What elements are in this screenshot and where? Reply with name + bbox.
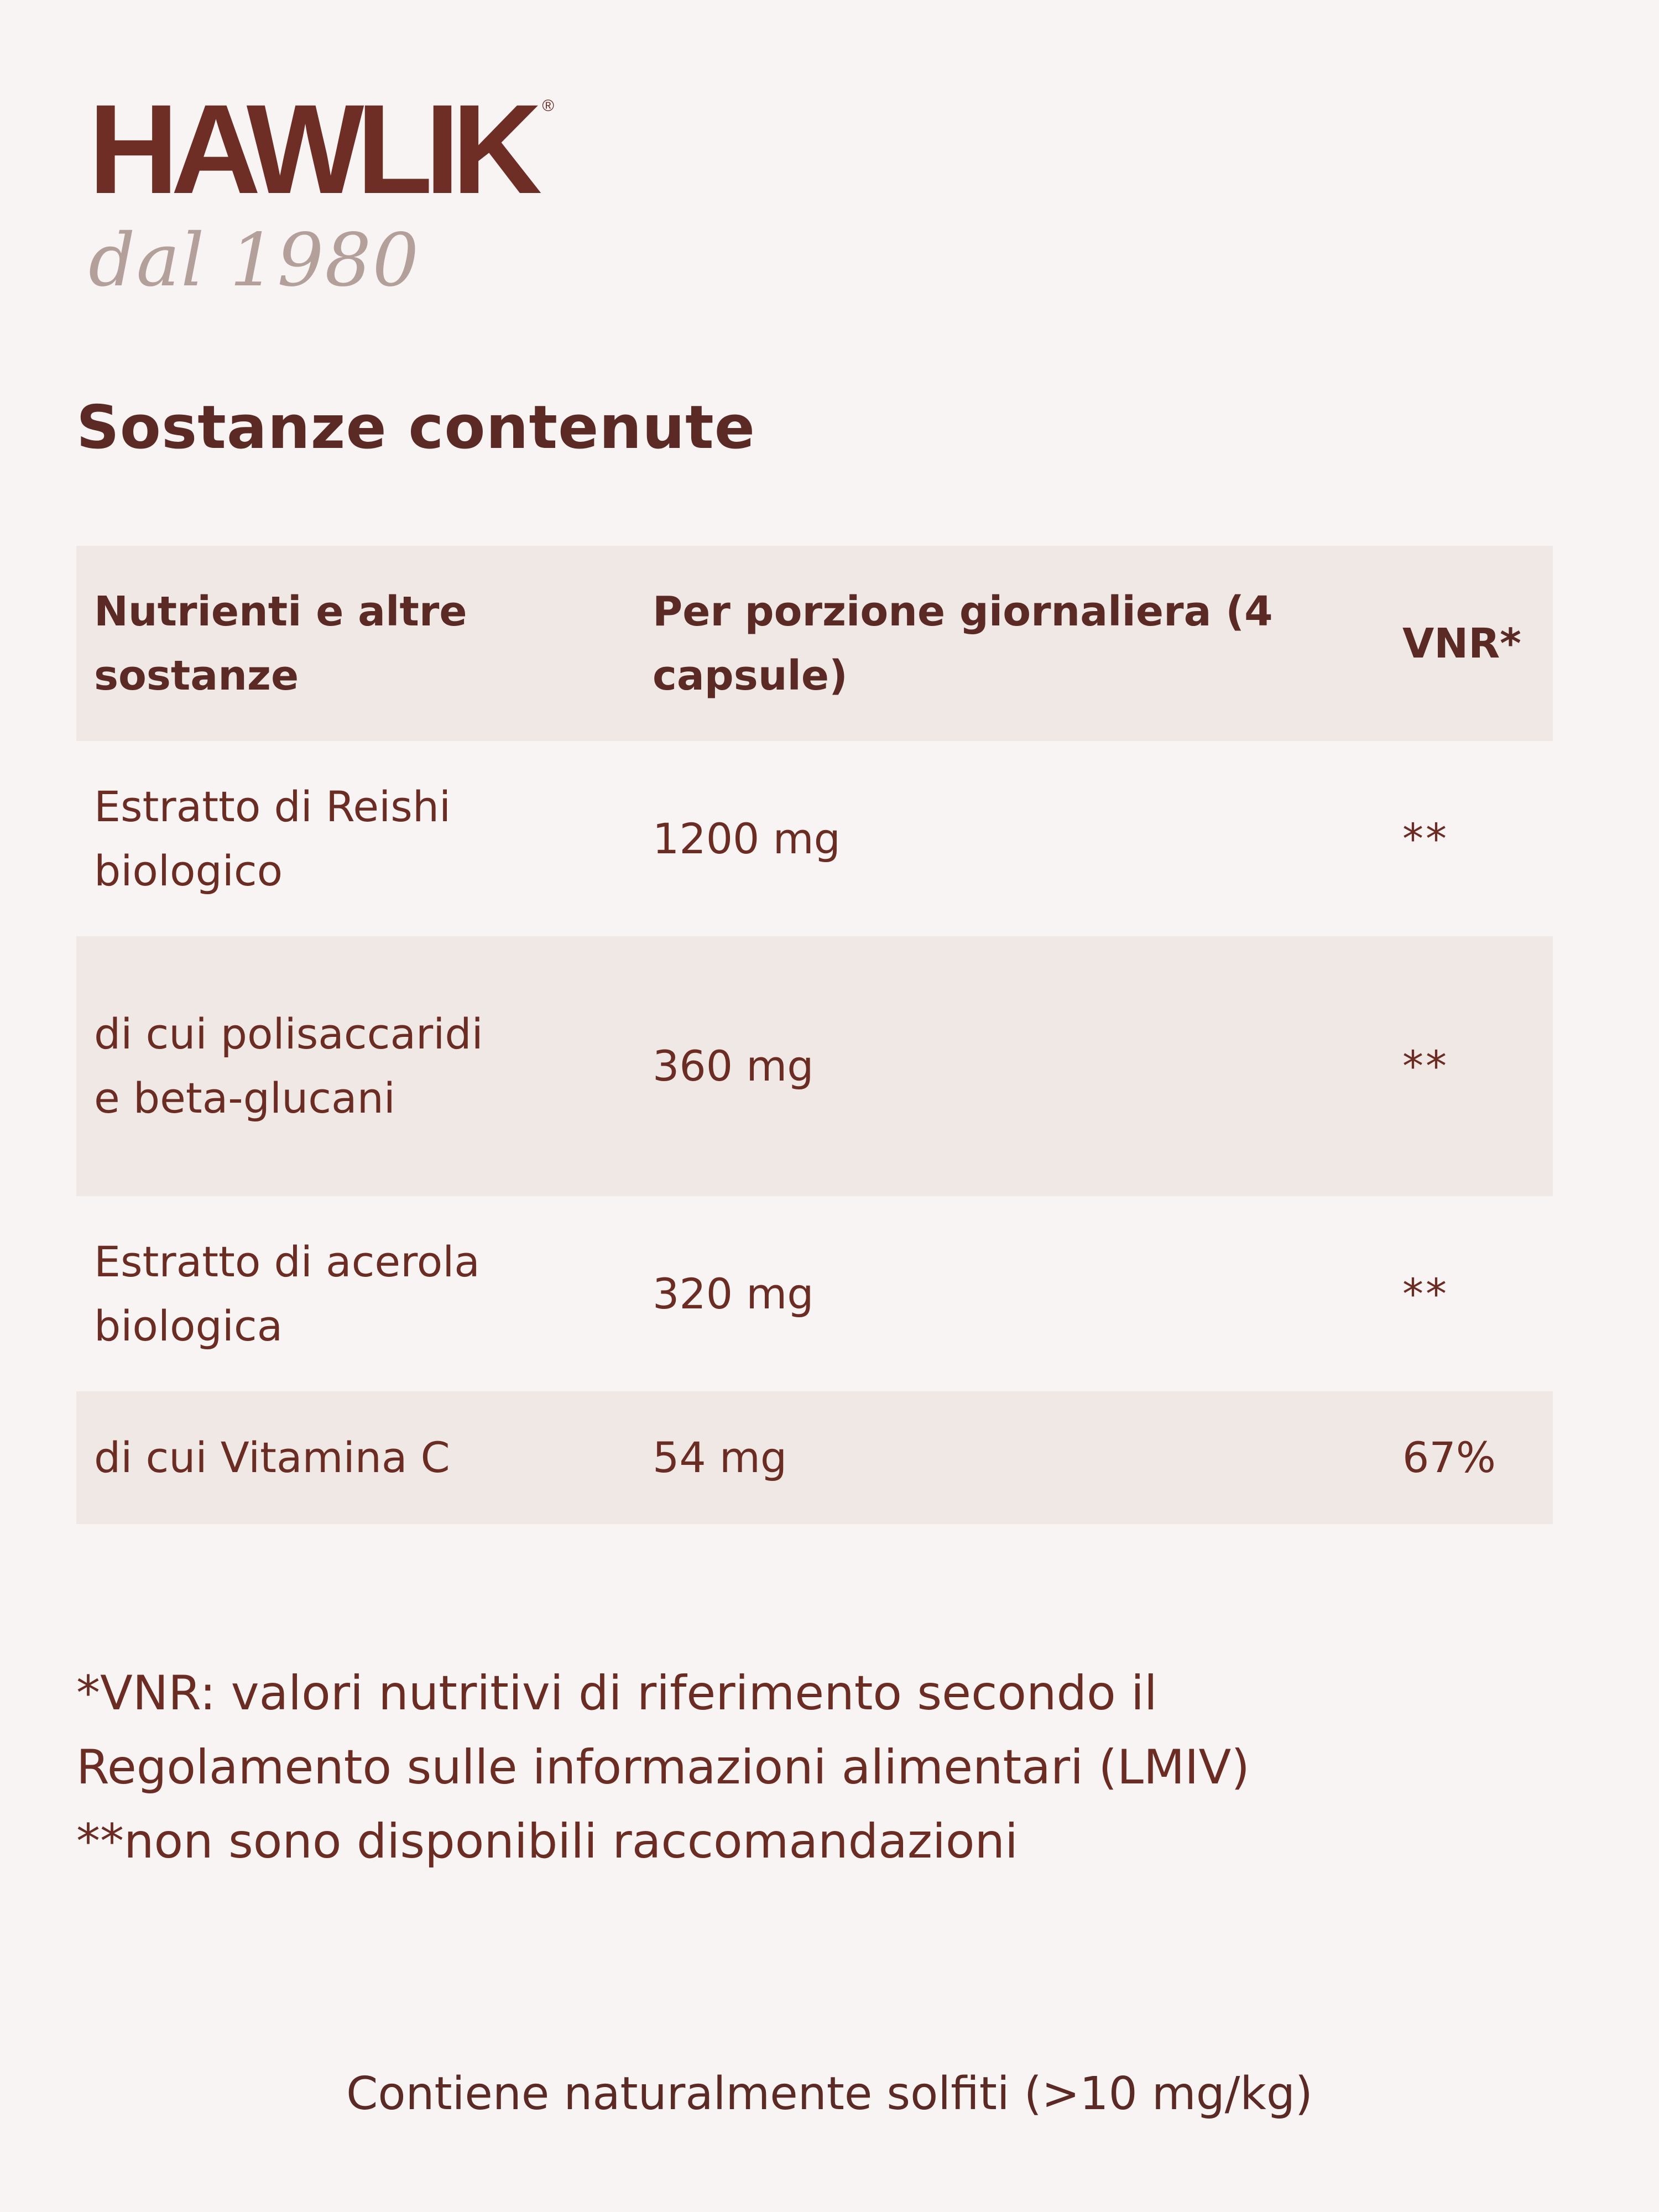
header-per-serving: Per porzione giornaliera (4 capsule) <box>653 587 1273 700</box>
header-nutrient: Nutrienti e altre sostanze <box>94 587 467 700</box>
vnr-footnote: *VNR: valori nutritivi di riferimento secondo il Regolamento sulle informazioni alimentari (LMIV) <box>76 1666 1250 1795</box>
nutrient-name <box>76 1230 653 1358</box>
nutrient-amount: 320 mg <box>653 1269 814 1318</box>
nutrition-table <box>76 546 1553 1524</box>
brand-logo <box>88 78 555 220</box>
table-row <box>76 936 1553 1196</box>
nutrient-vnr: ** <box>1402 1041 1449 1091</box>
sulfites-notice: Contiene naturalmente solfiti (>10 mg/kg) <box>346 2068 1313 2120</box>
registered-mark: ® <box>542 97 555 115</box>
nutrient-name: Estratto di Reishi biologico <box>94 781 451 895</box>
nutrient-amount: 1200 mg <box>653 813 841 863</box>
brand-name: HAWLIK <box>88 78 535 220</box>
section-title: Sostanze contenute <box>76 393 755 462</box>
no-recommendation-footnote: **non sono disponibili raccomandazioni <box>76 1814 1018 1869</box>
header-vnr: VNR* <box>1402 619 1521 667</box>
nutrient-name <box>76 1002 653 1130</box>
table-header-row <box>76 546 1553 741</box>
nutrient-vnr: ** <box>1402 813 1449 863</box>
table-row <box>76 1391 1553 1524</box>
nutrient-name-text: di cui polisaccaridi e beta-glucani <box>94 1009 483 1123</box>
nutrient-amount: 360 mg <box>653 1041 814 1091</box>
nutrient-name-text: Estratto di acerola biologica <box>94 1237 480 1350</box>
nutrient-vnr: ** <box>1402 1269 1449 1318</box>
footnotes <box>76 1656 1569 1879</box>
table-row <box>76 1196 1553 1391</box>
nutrient-vnr: 67% <box>1402 1433 1496 1482</box>
nutrient-name: di cui Vitamina C <box>94 1433 450 1482</box>
table-row <box>76 741 1553 936</box>
brand-since: dal 1980 <box>88 218 420 303</box>
nutrient-amount: 54 mg <box>653 1433 787 1482</box>
